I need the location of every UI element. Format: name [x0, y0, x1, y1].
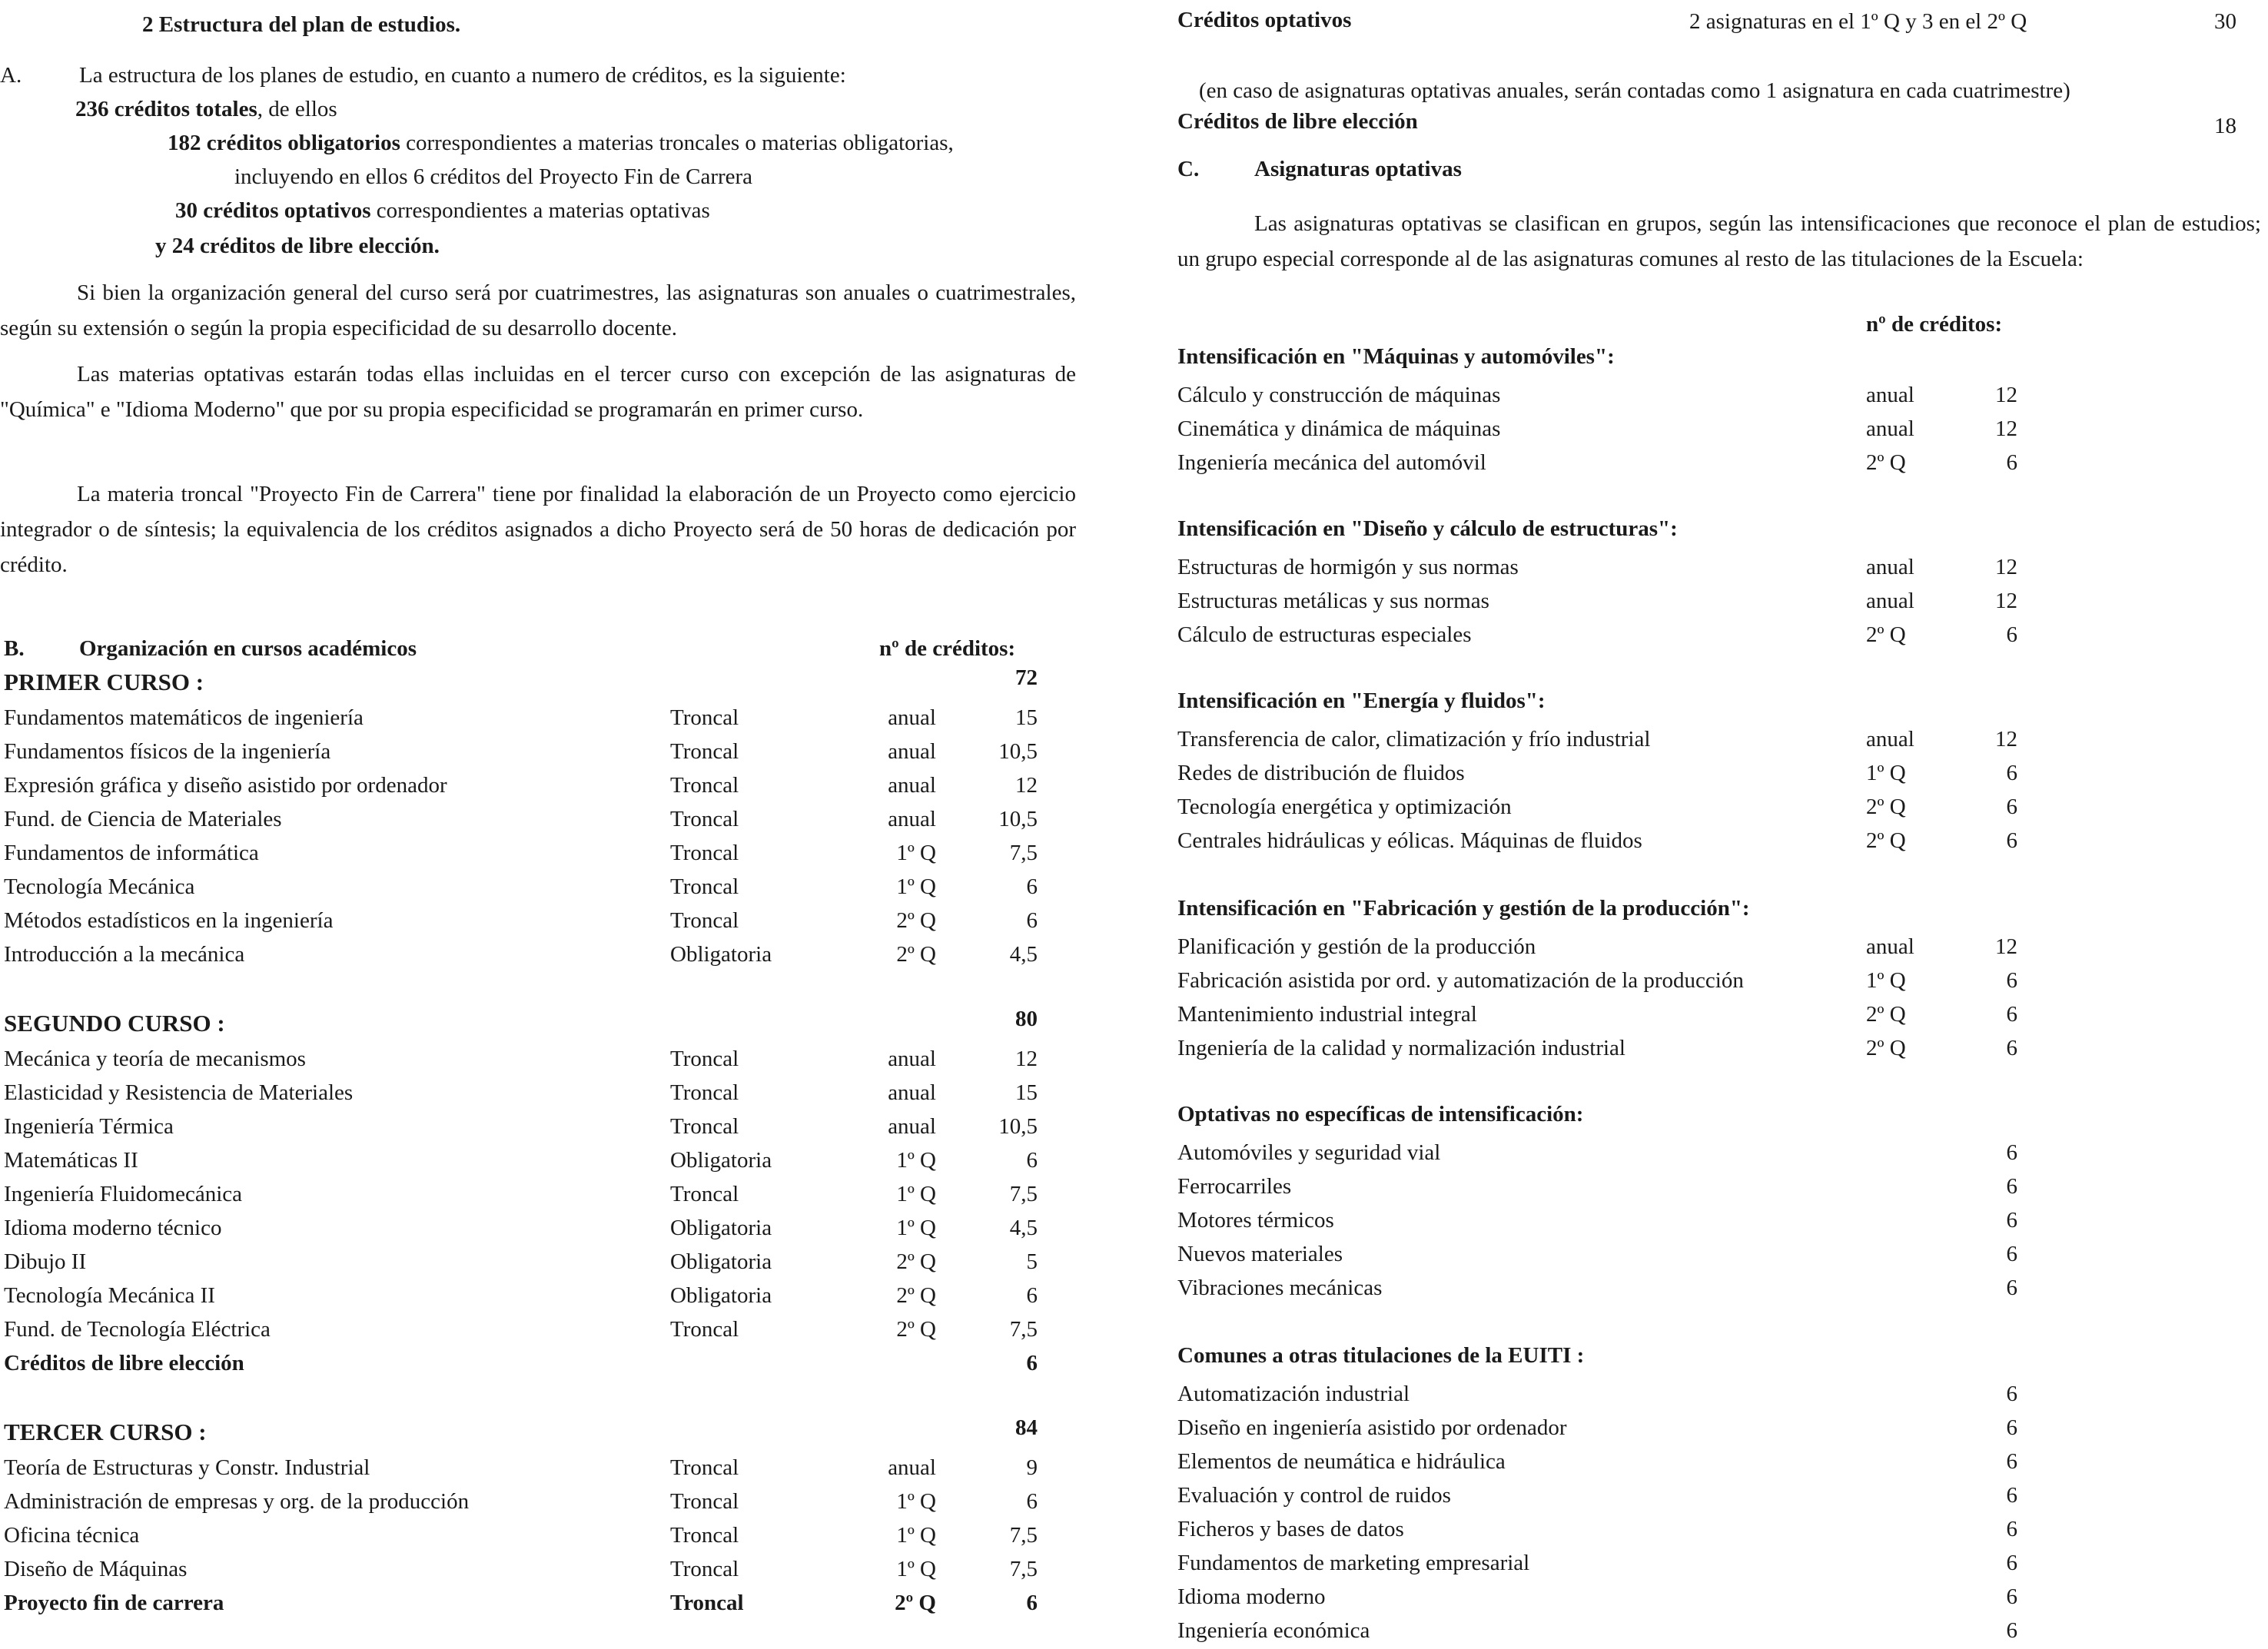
- course-total-credits: 84: [1015, 1415, 1038, 1440]
- list-item: [1168, 550, 2260, 584]
- table-row: [0, 836, 1076, 870]
- subject-period: anual: [1866, 727, 1914, 752]
- optional-credits-desc: 2 asignaturas en el 1º Q y 3 en el 2º Q: [1689, 9, 2027, 34]
- subject-period: 2º Q: [1866, 795, 1906, 819]
- table-row: [0, 1076, 1076, 1110]
- section-b-title: Organización en cursos académicos: [79, 636, 417, 661]
- paragraph-1: Si bien la organización general del curso será por cuatrimestres, las asignaturas son anuales o cuatrimestrales, según su extensión o según la propia especificidad de su desarrollo docente.: [0, 280, 1076, 340]
- list-item: [1168, 446, 2260, 479]
- subject-credits: 4,5: [1009, 942, 1038, 967]
- subject-name: Mecánica y teoría de mecanismos: [4, 1047, 306, 1071]
- subject-name: Ingeniería de la calidad y normalización industrial: [1177, 1036, 1625, 1060]
- group-title: Intensificación en "Diseño y cálculo de estructuras":: [1177, 516, 1678, 541]
- table-row: [0, 1110, 1076, 1143]
- subject-type: Obligatoria: [670, 1216, 772, 1240]
- table-row: [0, 937, 1076, 971]
- free-credits-line: y 24 créditos de libre elección.: [155, 234, 440, 258]
- subject-period: 1º Q: [896, 1148, 936, 1173]
- subject-name: Matemáticas II: [4, 1148, 138, 1173]
- list-item: [1168, 1445, 2260, 1478]
- subject-name: Automatización industrial: [1177, 1382, 1410, 1406]
- course-total-credits: 80: [1015, 1007, 1038, 1031]
- subject-type: Troncal: [670, 1317, 739, 1342]
- subject-name: Cálculo y construcción de máquinas: [1177, 383, 1501, 407]
- subject-credits: 6: [1026, 874, 1038, 899]
- list-item: [1168, 378, 2260, 412]
- subject-credits: 7,5: [1009, 1523, 1038, 1548]
- subject-name: Tecnología energética y optimización: [1177, 795, 1512, 819]
- subject-credits: 6: [2006, 1140, 2017, 1165]
- subject-period: anual: [888, 773, 936, 798]
- subject-type: Troncal: [670, 908, 739, 933]
- subject-name: Idioma moderno: [1177, 1584, 1326, 1609]
- subject-credits: 6: [2006, 1208, 2017, 1233]
- subject-credits: 6: [2006, 1415, 2017, 1440]
- subject-period: 2º Q: [1866, 1036, 1906, 1060]
- subject-credits: 6: [2006, 1483, 2017, 1508]
- subject-name: Métodos estadísticos en la ingeniería: [4, 908, 334, 933]
- subject-credits: 6: [1026, 1148, 1038, 1173]
- subject-period: anual: [1866, 416, 1914, 441]
- subject-type: Troncal: [670, 807, 739, 831]
- subject-type: Troncal: [670, 773, 739, 798]
- list-item: [1168, 1478, 2260, 1512]
- subject-name: Introducción a la mecánica: [4, 942, 245, 967]
- table-row: [0, 735, 1076, 768]
- subject-name: Ficheros y bases de datos: [1177, 1517, 1404, 1541]
- course-title: TERCER CURSO :: [4, 1418, 207, 1445]
- list-item: [1168, 584, 2260, 618]
- subject-name: Fundamentos de marketing empresarial: [1177, 1551, 1530, 1575]
- subject-credits: 7,5: [1009, 1182, 1038, 1206]
- subject-period: 1º Q: [896, 1557, 936, 1581]
- paragraph-3: La materia troncal "Proyecto Fin de Carrera" tiene por finalidad la elaboración de un Proyecto como ejercicio integrador o de síntesis; la equivalencia de los créditos asignados a dicho Proyecto será de 50 horas de dedicación por crédito.: [0, 482, 1076, 577]
- subject-name: Ferrocarriles: [1177, 1174, 1292, 1199]
- subject-period: anual: [888, 807, 936, 831]
- subject-name: Motores térmicos: [1177, 1208, 1334, 1233]
- subject-name: Fund. de Ciencia de Materiales: [4, 807, 282, 831]
- subject-credits: 6: [2006, 450, 2017, 475]
- list-item: [1168, 997, 2260, 1031]
- subject-name: Fund. de Tecnología Eléctrica: [4, 1317, 271, 1342]
- subject-type: Troncal: [670, 705, 739, 730]
- list-item: [1168, 1170, 2260, 1203]
- subject-credits: 7,5: [1009, 1317, 1038, 1342]
- table-row: [0, 1143, 1076, 1177]
- table-row: [0, 1177, 1076, 1211]
- subject-period: anual: [888, 1114, 936, 1139]
- subject-name: Dibujo II: [4, 1249, 87, 1274]
- subject-credits: 15: [1015, 705, 1038, 730]
- subject-name: Cálculo de estructuras especiales: [1177, 622, 1472, 647]
- section-b-marker: B.: [4, 636, 25, 661]
- subject-credits: 6: [1026, 908, 1038, 933]
- table-row: [0, 1586, 1076, 1620]
- list-item: [1168, 1512, 2260, 1546]
- table-row: [0, 768, 1076, 802]
- table-row: [0, 1552, 1076, 1586]
- subject-name: Ingeniería Térmica: [4, 1114, 174, 1139]
- subject-period: 1º Q: [1866, 761, 1906, 785]
- subject-period: anual: [1866, 589, 1914, 613]
- list-item: [1168, 930, 2260, 964]
- subject-credits: 10,5: [998, 807, 1038, 831]
- group-title: Comunes a otras titulaciones de la EUITI :: [1177, 1343, 1585, 1368]
- subject-credits: 12: [1995, 934, 2017, 959]
- subject-type: Troncal: [670, 1114, 739, 1139]
- subject-period: 2º Q: [896, 942, 936, 967]
- table-row: [0, 1518, 1076, 1552]
- optional-credits-line: 30 créditos optativos correspondientes a materias optativas: [175, 198, 710, 223]
- list-item: [1168, 1614, 2260, 1647]
- subject-period: 2º Q: [895, 1591, 936, 1615]
- section-heading: 2 Estructura del plan de estudios.: [142, 12, 461, 37]
- table-row: [0, 1312, 1076, 1346]
- list-item: [1168, 1546, 2260, 1580]
- subject-credits: 10,5: [998, 739, 1038, 764]
- list-item: [1168, 1136, 2260, 1170]
- list-item: [1168, 1411, 2260, 1445]
- table-row: [0, 870, 1076, 904]
- subject-name: Planificación y gestión de la producción: [1177, 934, 1536, 959]
- subject-credits: 6: [2006, 1174, 2017, 1199]
- subject-period: 1º Q: [896, 841, 936, 865]
- list-item: [1168, 1377, 2260, 1411]
- subject-period: anual: [888, 705, 936, 730]
- list-item: [1168, 964, 2260, 997]
- subject-period: 1º Q: [896, 1489, 936, 1514]
- subject-name: Ingeniería Fluidomecánica: [4, 1182, 243, 1206]
- optional-credits-note: (en caso de asignaturas optativas anuales, serán contadas como 1 asignatura en cada cuatrimestre): [1199, 78, 2070, 103]
- subject-credits: 12: [1995, 555, 2017, 579]
- table-row: [0, 1485, 1076, 1518]
- subject-name: Automóviles y seguridad vial: [1177, 1140, 1441, 1165]
- section-c-marker: C.: [1177, 157, 1200, 181]
- subject-credits: 6: [2006, 1551, 2017, 1575]
- subject-credits: 4,5: [1009, 1216, 1038, 1240]
- optional-credits-value: 30: [2214, 9, 2236, 34]
- subject-credits: 12: [1995, 416, 2017, 441]
- subject-credits: 6: [2006, 968, 2017, 993]
- subject-credits: 6: [2006, 1242, 2017, 1266]
- subject-type: Troncal: [670, 1047, 739, 1071]
- subject-name: Tecnología Mecánica II: [4, 1283, 215, 1308]
- list-item: [1168, 1271, 2260, 1305]
- table-row: [0, 1245, 1076, 1279]
- list-item: [1168, 1237, 2260, 1271]
- section-c-title: Asignaturas optativas: [1254, 157, 1462, 181]
- subject-period: 2º Q: [896, 1283, 936, 1308]
- subject-credits: 6: [2006, 828, 2017, 853]
- table-row: [0, 1451, 1076, 1485]
- obligatory-credits-line2: incluyendo en ellos 6 créditos del Proyecto Fin de Carrera: [234, 164, 753, 189]
- total-credits-line: 236 créditos totales, de ellos: [75, 97, 337, 121]
- subject-period: 2º Q: [1866, 1002, 1906, 1027]
- subject-type: Troncal: [670, 841, 739, 865]
- credits-column-header: nº de créditos:: [879, 636, 1016, 661]
- table-row: [0, 1211, 1076, 1245]
- subject-period: anual: [1866, 383, 1914, 407]
- list-item: [1168, 722, 2260, 756]
- subject-type: Obligatoria: [670, 942, 772, 967]
- list-item: [1168, 1580, 2260, 1614]
- optional-credits-label: Créditos optativos: [1177, 8, 1352, 32]
- list-item: [1168, 1203, 2260, 1237]
- subject-credits: 6: [2006, 622, 2017, 647]
- subject-name: Idioma moderno técnico: [4, 1216, 222, 1240]
- subject-period: 2º Q: [896, 1249, 936, 1274]
- subject-credits: 12: [1995, 727, 2017, 752]
- subject-credits: 6: [2006, 1618, 2017, 1643]
- subject-credits: 6: [2006, 761, 2017, 785]
- subject-type: Troncal: [670, 739, 739, 764]
- list-item: [1168, 790, 2260, 824]
- section-a-marker: A.: [0, 63, 22, 88]
- subject-name: Mantenimiento industrial integral: [1177, 1002, 1477, 1027]
- free-credits-value: 18: [2214, 114, 2236, 138]
- subject-period: 2º Q: [896, 908, 936, 933]
- subject-credits: 6: [2006, 1036, 2017, 1060]
- list-item: [1168, 618, 2260, 652]
- subject-period: anual: [888, 1455, 936, 1480]
- subject-name: Fabricación asistida por ord. y automatización de la producción: [1177, 968, 1744, 993]
- subject-name: Fundamentos físicos de la ingeniería: [4, 739, 331, 764]
- course-title: SEGUNDO CURSO :: [4, 1010, 225, 1037]
- subject-name: Transferencia de calor, climatización y frío industrial: [1177, 727, 1651, 752]
- subject-credits: 6: [1026, 1489, 1038, 1514]
- subject-credits: 12: [1015, 773, 1038, 798]
- subject-type: Troncal: [670, 1557, 739, 1581]
- subject-credits: 9: [1026, 1455, 1038, 1480]
- section-c-paragraph: Las asignaturas optativas se clasifican en grupos, según las intensificaciones que reconoce el plan de estudios; un grupo especial corresponde al de las asignaturas comunes al resto de las titulaciones de la Escuela:: [1177, 211, 2261, 271]
- subject-credits: 6: [2006, 1517, 2017, 1541]
- subject-credits: 6: [2006, 1449, 2017, 1474]
- subject-credits: 6: [2006, 1382, 2017, 1406]
- table-row: [0, 904, 1076, 937]
- group-title: Intensificación en "Fabricación y gestión de la producción":: [1177, 896, 1750, 921]
- subject-type: Obligatoria: [670, 1148, 772, 1173]
- subject-type: Obligatoria: [670, 1249, 772, 1274]
- subject-credits: 7,5: [1009, 1557, 1038, 1581]
- subject-name: Elasticidad y Resistencia de Materiales: [4, 1080, 354, 1105]
- course-total-credits: 72: [1015, 665, 1038, 690]
- subject-credits: 12: [1995, 589, 2017, 613]
- subject-type: Troncal: [670, 1080, 739, 1105]
- subject-name: Ingeniería mecánica del automóvil: [1177, 450, 1486, 475]
- subject-period: 1º Q: [896, 1523, 936, 1548]
- subject-name: Diseño en ingeniería asistido por ordenador: [1177, 1415, 1567, 1440]
- subject-credits: 6: [2006, 1276, 2017, 1300]
- subject-name: Proyecto fin de carrera: [4, 1591, 224, 1615]
- course-title: PRIMER CURSO :: [4, 669, 204, 695]
- table-row: [0, 802, 1076, 836]
- subject-name: Créditos de libre elección: [4, 1351, 244, 1375]
- group-title: Optativas no específicas de intensificación:: [1177, 1102, 1584, 1126]
- subject-name: Fundamentos matemáticos de ingeniería: [4, 705, 364, 730]
- subject-credits: 5: [1026, 1249, 1038, 1274]
- subject-name: Oficina técnica: [4, 1523, 140, 1548]
- subject-credits: 10,5: [998, 1114, 1038, 1139]
- list-item: [1168, 756, 2260, 790]
- subject-period: 2º Q: [1866, 828, 1906, 853]
- subject-name: Vibraciones mecánicas: [1177, 1276, 1383, 1300]
- subject-period: 2º Q: [1866, 622, 1906, 647]
- subject-credits: 15: [1015, 1080, 1038, 1105]
- subject-type: Obligatoria: [670, 1283, 772, 1308]
- subject-name: Tecnología Mecánica: [4, 874, 195, 899]
- subject-period: anual: [1866, 934, 1914, 959]
- subject-name: Administración de empresas y org. de la producción: [4, 1489, 470, 1514]
- group-title: Intensificación en "Energía y fluidos":: [1177, 688, 1546, 713]
- subject-name: Redes de distribución de fluidos: [1177, 761, 1465, 785]
- subject-credits: 7,5: [1009, 841, 1038, 865]
- subject-credits: 6: [2006, 1002, 2017, 1027]
- free-credits-label: Créditos de libre elección: [1177, 109, 1418, 134]
- section-a-intro: La estructura de los planes de estudio, en cuanto a numero de créditos, es la siguiente:: [79, 63, 846, 88]
- subject-credits: 6: [1026, 1283, 1038, 1308]
- group-title: Intensificación en "Máquinas y automóviles":: [1177, 344, 1615, 369]
- subject-period: anual: [888, 1047, 936, 1071]
- subject-type: Troncal: [670, 1455, 739, 1480]
- subject-type: Troncal: [670, 1489, 739, 1514]
- credits-column-header: nº de créditos:: [1866, 312, 2003, 337]
- subject-period: 2º Q: [896, 1317, 936, 1342]
- subject-credits: 6: [1026, 1591, 1038, 1615]
- subject-name: Ingeniería económica: [1177, 1618, 1370, 1643]
- subject-name: Evaluación y control de ruidos: [1177, 1483, 1451, 1508]
- subject-type: Troncal: [670, 874, 739, 899]
- subject-period: 1º Q: [1866, 968, 1906, 993]
- subject-type: Troncal: [670, 1591, 744, 1615]
- list-item: [1168, 412, 2260, 446]
- subject-credits: 6: [2006, 795, 2017, 819]
- subject-name: Cinemática y dinámica de máquinas: [1177, 416, 1501, 441]
- table-row: [0, 1346, 1076, 1380]
- subject-period: 1º Q: [896, 874, 936, 899]
- table-row: [0, 701, 1076, 735]
- paragraph-2: Las materias optativas estarán todas ellas incluidas en el tercer curso con excepción de las asignaturas de "Química" e "Idioma Moderno" que por su propia especificidad se programarán en primer curso.: [0, 362, 1076, 422]
- table-row: [0, 1042, 1076, 1076]
- subject-credits: 12: [1995, 383, 2017, 407]
- subject-period: 1º Q: [896, 1216, 936, 1240]
- subject-period: 1º Q: [896, 1182, 936, 1206]
- subject-name: Expresión gráfica y diseño asistido por ordenador: [4, 773, 447, 798]
- subject-period: anual: [888, 739, 936, 764]
- subject-name: Diseño de Máquinas: [4, 1557, 188, 1581]
- table-row: [0, 1279, 1076, 1312]
- subject-credits: 12: [1015, 1047, 1038, 1071]
- subject-name: Fundamentos de informática: [4, 841, 259, 865]
- subject-name: Teoría de Estructuras y Constr. Industrial: [4, 1455, 370, 1480]
- subject-name: Elementos de neumática e hidráulica: [1177, 1449, 1506, 1474]
- subject-credits: 6: [1026, 1351, 1038, 1375]
- subject-name: Estructuras metálicas y sus normas: [1177, 589, 1489, 613]
- obligatory-credits-line: 182 créditos obligatorios correspondientes a materias troncales o materias obligatorias,: [168, 131, 954, 155]
- list-item: [1168, 1031, 2260, 1065]
- subject-name: Centrales hidráulicas y eólicas. Máquinas de fluidos: [1177, 828, 1642, 853]
- subject-credits: 6: [2006, 1584, 2017, 1609]
- subject-name: Estructuras de hormigón y sus normas: [1177, 555, 1519, 579]
- subject-type: Troncal: [670, 1182, 739, 1206]
- subject-period: 2º Q: [1866, 450, 1906, 475]
- subject-type: Troncal: [670, 1523, 739, 1548]
- subject-name: Nuevos materiales: [1177, 1242, 1343, 1266]
- subject-period: anual: [888, 1080, 936, 1105]
- list-item: [1168, 824, 2260, 858]
- subject-period: anual: [1866, 555, 1914, 579]
